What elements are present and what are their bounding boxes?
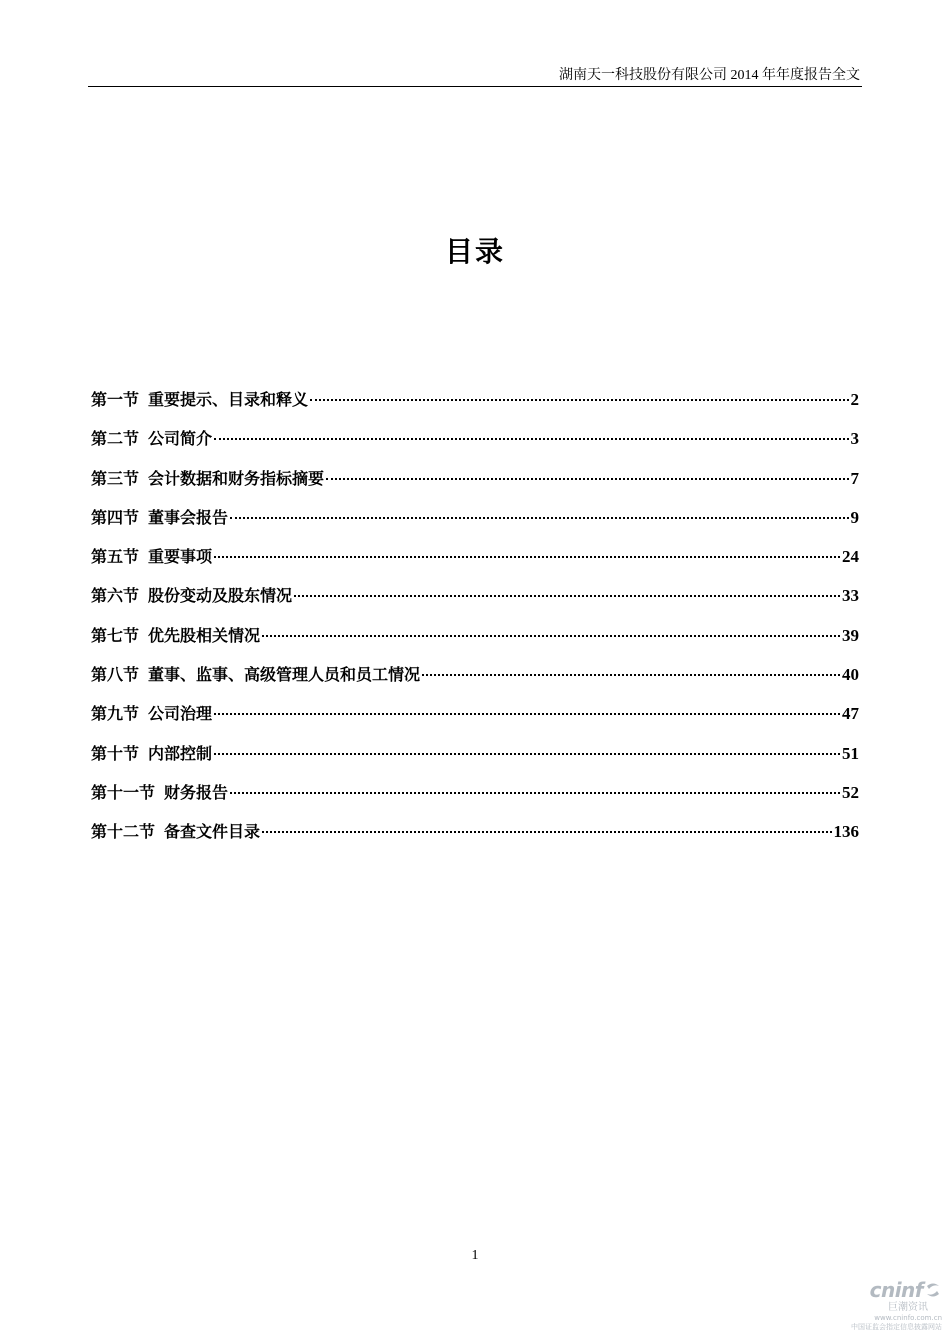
toc-leader-dots <box>310 399 848 401</box>
toc-title: 目录 <box>444 235 505 268</box>
toc-page-number: 39 <box>842 625 859 645</box>
toc-page-number: 136 <box>833 822 859 842</box>
toc-item-3[interactable] <box>91 466 859 505</box>
toc-leader-dots <box>214 713 840 715</box>
toc-page-number: 47 <box>842 704 859 724</box>
toc-section-number: 第十节 <box>91 743 140 763</box>
toc-item-6[interactable] <box>91 583 859 622</box>
toc-section-name: 公司简介 <box>148 429 213 449</box>
toc-section-name: 内部控制 <box>148 743 213 763</box>
toc-item-2[interactable] <box>91 426 859 465</box>
toc-section-name: 重要提示、目录和释义 <box>148 390 309 409</box>
cninfo-subtitle: 巨潮资讯 <box>888 1302 928 1313</box>
toc-page-number: 33 <box>842 586 859 606</box>
toc-section-number: 第九节 <box>91 704 140 724</box>
toc-section-name: 重要事项 <box>148 547 213 567</box>
toc-item-8[interactable] <box>91 662 859 701</box>
toc-leader-dots <box>214 556 840 558</box>
toc-item-5[interactable] <box>91 544 859 583</box>
toc-leader-dots <box>214 753 840 755</box>
toc-page-number: 40 <box>842 665 859 685</box>
toc-section-name: 优先股相关情况 <box>148 625 261 645</box>
toc-page-number: 2 <box>850 390 859 409</box>
toc-section-number: 第十二节 <box>91 822 156 842</box>
toc-section-name: 公司治理 <box>148 704 213 724</box>
cninfo-logo <box>870 1278 942 1302</box>
report-header-title: 湖南天一科技股份有限公司 2014 年年度报告全文 <box>559 68 860 83</box>
toc-item-7[interactable] <box>91 623 859 662</box>
toc-leader-dots <box>422 674 840 676</box>
toc-page-number: 7 <box>850 468 859 488</box>
cninfo-logo-text: cninf <box>869 1278 923 1302</box>
toc-item-12[interactable] <box>91 819 859 858</box>
toc-page-number: 52 <box>842 782 859 802</box>
toc-leader-dots <box>326 478 848 480</box>
toc-section-name: 财务报告 <box>164 782 229 802</box>
toc-item-1[interactable] <box>91 387 859 426</box>
toc-section-name: 备查文件目录 <box>164 822 261 842</box>
toc-item-11[interactable] <box>91 780 859 819</box>
toc-section-name: 股份变动及股东情况 <box>148 586 293 606</box>
header-divider <box>88 86 862 87</box>
toc-leader-dots <box>214 438 848 440</box>
toc-leader-dots <box>230 517 848 519</box>
toc-item-10[interactable] <box>91 741 859 780</box>
toc-leader-dots <box>262 831 831 833</box>
toc-item-9[interactable] <box>91 701 859 740</box>
cninfo-swirl-icon <box>924 1281 942 1299</box>
toc-item-4[interactable] <box>91 505 859 544</box>
toc-section-number: 第二节 <box>91 429 140 449</box>
toc-leader-dots <box>230 792 840 794</box>
toc-page-number: 9 <box>850 507 859 527</box>
toc-section-number: 第四节 <box>91 507 140 527</box>
toc-leader-dots <box>294 595 840 597</box>
toc-leader-dots <box>262 635 840 637</box>
toc-page-number: 51 <box>842 743 859 763</box>
toc-section-number: 第五节 <box>91 547 140 567</box>
toc-page-number: 24 <box>842 547 859 567</box>
toc-section-name: 董事、监事、高级管理人员和员工情况 <box>148 665 421 685</box>
toc-list <box>91 387 859 859</box>
page-number: 1 <box>471 1248 479 1263</box>
toc-section-name: 董事会报告 <box>148 507 229 527</box>
toc-section-number: 第十一节 <box>91 782 156 802</box>
toc-section-number: 第八节 <box>91 665 140 685</box>
cninfo-url: www.cninfo.com.cn <box>874 1314 942 1322</box>
toc-section-number: 第一节 <box>91 390 140 409</box>
toc-section-number: 第七节 <box>91 625 140 645</box>
toc-section-name: 会计数据和财务指标摘要 <box>148 468 325 488</box>
cninfo-description: 中国证监会指定信息披露网站 <box>851 1323 942 1331</box>
toc-section-number: 第三节 <box>91 468 140 488</box>
toc-page-number: 3 <box>850 429 859 449</box>
toc-section-number: 第六节 <box>91 586 140 606</box>
cninfo-watermark <box>822 1278 942 1332</box>
